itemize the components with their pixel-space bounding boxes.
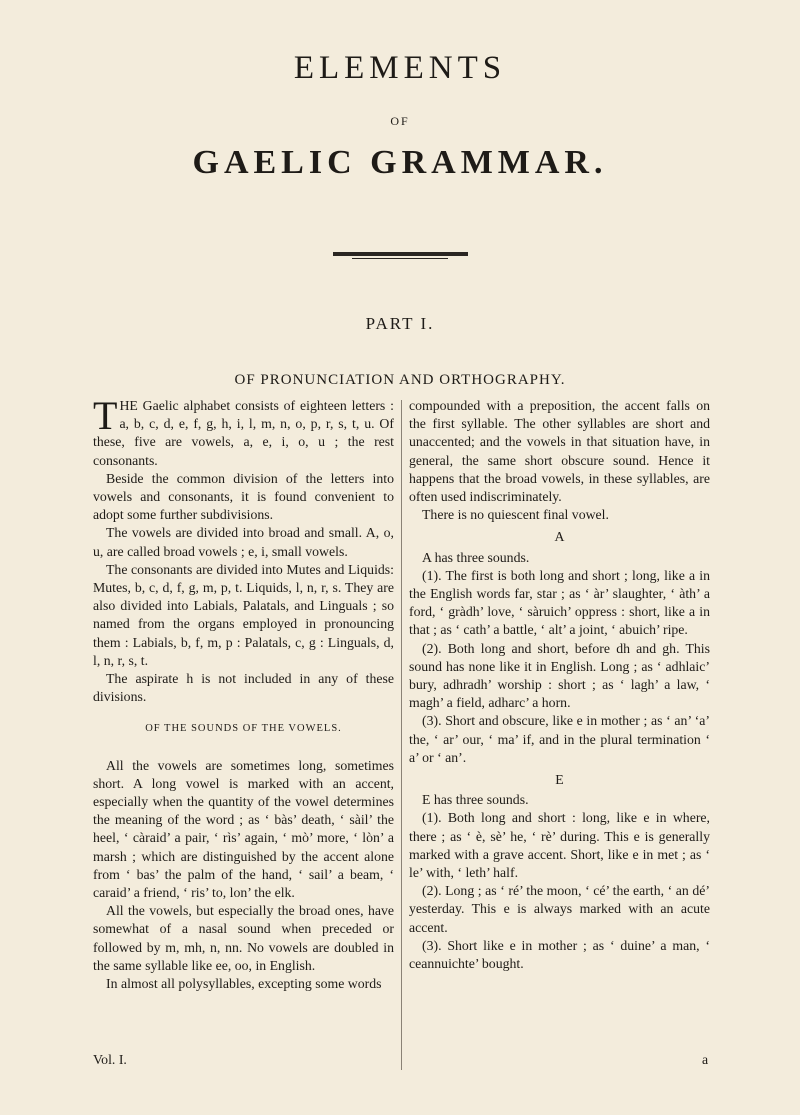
part-heading: PART I. [365,314,435,333]
paragraph: The consonants are divided into Mutes and Liquids: Mutes, b, c, d, f, g, m, p, t. Liquids, l, n, r, s. They are also divided into Labials, Palatals, and Linguals ; so named from the organs employed in pronouncing them : Labials, b, f, m, p : Palatals, c, g : Linguals, d, l, n, r, s, t. [93,561,394,668]
ornamental-rule-thin [352,258,448,259]
volume-marker: Vol. I. [93,1052,127,1067]
left-column [93,393,394,993]
book-title: ELEMENTS [293,50,507,86]
drop-cap: T [93,393,118,438]
paragraph: (2). Long ; as ‘ ré’ the moon, ‘ cé’ the earth, ‘ an dé’ yesterday. This e is always marked with an acute accent. [409,883,710,935]
paragraph: (2). Both long and short, before dh and gh. This sound has none like it in English. Long ; as ‘ adhlaic’ bury, adhradh’ worship : short ; as ‘ lagh’ a law, ‘ magh’ a field, adharc’ a horn. [409,640,710,711]
column-divider [401,400,402,1070]
paragraph: (1). Both long and short : long, like e in where, there ; as ‘ è, sè’ he, ‘ rè’ during. This e is generally marked with a grave accent. Short, like e in met ; as ‘ le’ with, ‘ leth’ half. [409,810,710,881]
paragraph: (3). Short and obscure, like e in mother ; as ‘ an’ ‘a’ the, ‘ ar’ our, ‘ ma’ if, and in the plural termination ‘ a’ or ‘ an’. [409,713,710,765]
subheading: OF THE SOUNDS OF THE VOWELS. [145,723,342,735]
book-subtitle: GAELIC GRAMMAR. [192,144,608,181]
ornamental-rule [333,252,468,256]
letter-heading-a: A [554,529,565,545]
paragraph: E has three sounds. [422,792,529,808]
letter-heading-e: E [555,772,564,788]
right-column [409,397,710,973]
signature-mark: a [702,1052,709,1067]
paragraph: compounded with a preposition, the accent falls on the first syllable. The other syllables are short and unaccented; and the vowels in that situation have, in general, the same short obscure sound. Hence it happens that the broad vowels, in these syllables, are often used indiscriminately. [409,398,710,505]
paragraph: The aspirate h is not included in any of these divisions. [93,671,394,705]
paragraph: There is no quiescent final vowel. [422,507,609,523]
paragraph: In almost all polysyllables, excepting some words [106,976,382,992]
title-of: OF [390,114,410,128]
paragraph: A has three sounds. [422,549,530,565]
paragraph: THE Gaelic alphabet consists of eighteen letters : a, b, c, d, e, f, g, h, i, l, m, n, o, p, r, s, t, u. Of these, five are vowels, a, e, i, o, u ; the rest consonants. [93,393,394,468]
paragraph: The vowels are divided into broad and small. A, o, u, are called broad vowels ; e, i, small vowels. [93,525,394,559]
section-heading: OF PRONUNCIATION AND ORTHOGRAPHY. [234,372,566,388]
paragraph: (3). Short like e in mother ; as ‘ duine’ a man, ‘ ceannuichte’ bought. [409,937,710,972]
paragraph: All the vowels, but especially the broad ones, have somewhat of a nasal sound when preceded or followed by m, mh, n, nn. No vowels are doubled in the same syllable like ee, oo, in English. [93,903,394,973]
paragraph: All the vowels are sometimes long, sometimes short. A long vowel is marked with an accent, especially when the quantity of the vowel determines the meaning of the word ; as ‘ bàs’ death, ‘ sàil’ the heel, ‘ càraid’ a pair, ‘ rìs’ again, ‘ mò’ more, ‘ lòn’ a marsh ; which are distinguished by the accent alone from ‘ bas’ the palm of the hand, ‘ sail’ a beam, ‘ caraid’ a friend, ‘ ris’ to, lon’ the elk. [93,757,394,901]
paragraph: (1). The first is both long and short ; long, like a in the English words far, star ; as ‘ àr’ slaughter, ‘ àth’ a ford, ‘ gràdh’ love, ‘ sàruich’ oppress : short, like a in that ; as ‘ cath’ a battle, ‘ alt’ a joint, ‘ abuich’ ripe. [409,567,710,638]
paragraph: Beside the common division of the letters into vowels and consonants, it is found convenient to adopt some further subdivisions. [93,470,394,523]
